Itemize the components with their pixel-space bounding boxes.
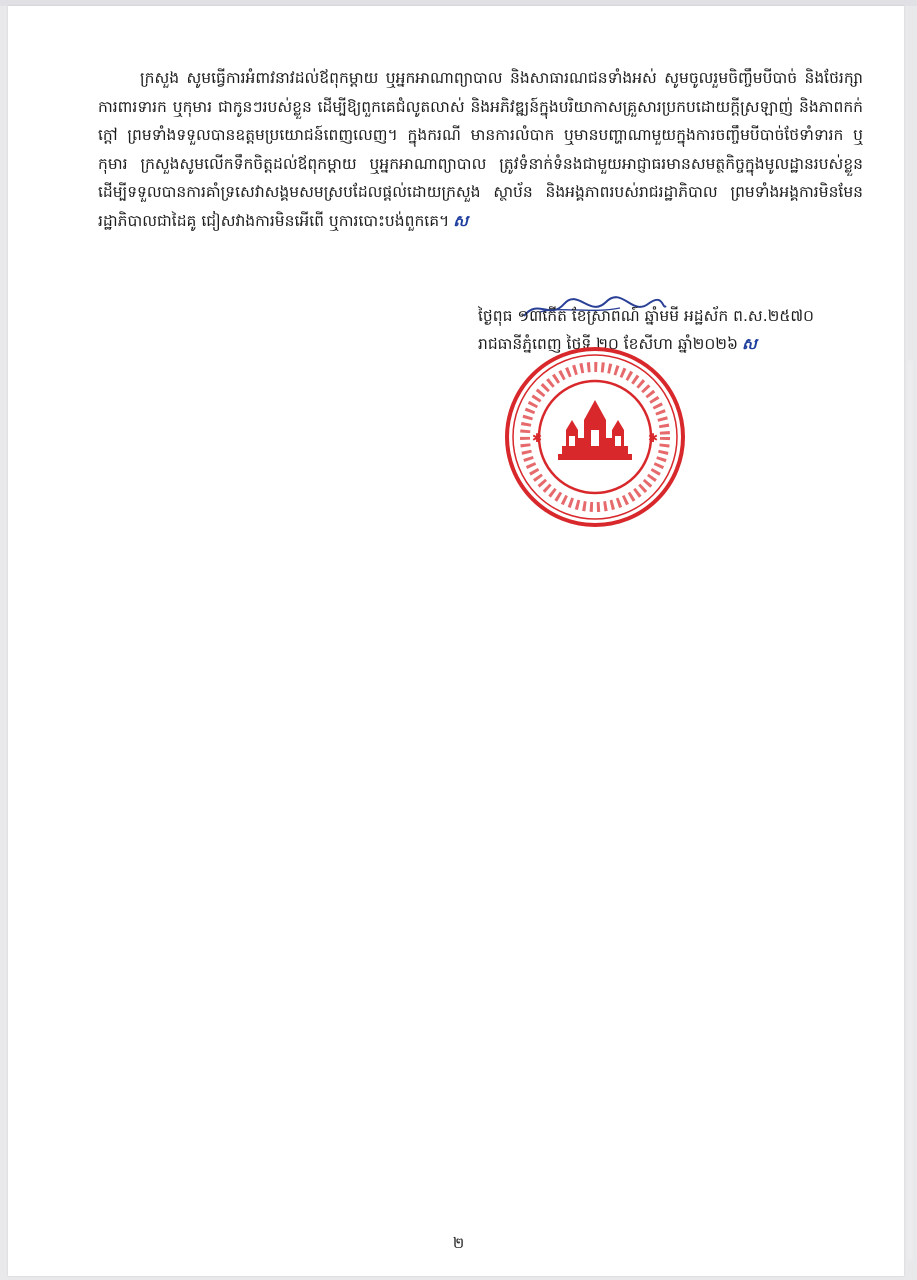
scrollbar-track[interactable] <box>907 360 913 1260</box>
official-seal-icon <box>500 342 690 532</box>
paragraph-text: ក្រសួង សូមធ្វើការអំពាវនាវដល់ឪពុកម្ដាយ ឬអ្នកអាណាព្យាបាល និងសាធារណជនទាំងអស់ សូមចូលរួមចិញ្ចឹមបីបាច់ និងថែរក្សាការពារទារក ឬកុមារ ជាកូនៗរបស់ខ្លួន ដើម្បីឱ្យពួកគេជំលូតលាស់ និងអភិវឌ្ឍន៍ក្នុងបរិយាកាសគ្រួសារប្រកបដោយក្ដីស្រឡាញ់ និងភាពកក់ក្ដៅ ព្រមទាំងទទួលបានឧត្ដមប្រយោជន៍ពេញលេញ។ ក្នុងករណី មានការលំបាក ឬមានបញ្ហាណាមួយក្នុងការចញ្ចឹមបីបាច់ថែទាំទារក ឬកុមារ ក្រសួងសូមលើកទឹកចិត្តដល់ឪពុកម្ដាយ ឬអ្នកអាណាព្យាបាល ត្រូវទំនាក់ទំនងជាមួយអាជ្ញាធរមានសមត្ថកិច្ចក្នុងមូលដ្ឋានរបស់ខ្លួន ដើម្បីទទួលបានការគាំទ្រសេវាសង្គមសមស្របដែលផ្ដល់ដោយក្រសួង ស្ថាប័ន និងអង្គភាពរបស់រាជរដ្ឋាភិបាល ព្រមទាំងអង្គការមិនមែនរដ្ឋាភិបាលជាដៃគូ ជៀសវាងការមិនអើពើ ឬការបោះបង់ពួកគេ។ <box>98 69 863 230</box>
lunar-date-line: ថ្ងៃពុធ ១៣កើត ខែស្រាពណ៍ ឆ្នាំមមី អដ្ឋស័ក ព.ស.២៥៧០ <box>478 307 815 325</box>
solar-date-text: រាជធានីភ្នំពេញ ថ្ងៃទី ២០ ខែសីហា ឆ្នាំ២០២៦ <box>478 335 739 353</box>
page-number: ២ <box>452 1234 465 1252</box>
date-initial-mark: ស <box>742 334 757 353</box>
paragraph-initial-mark: ស <box>453 210 469 230</box>
svg-text:✱: ✱ <box>648 431 659 445</box>
svg-text:✱: ✱ <box>532 431 543 445</box>
body-paragraph <box>98 64 863 235</box>
